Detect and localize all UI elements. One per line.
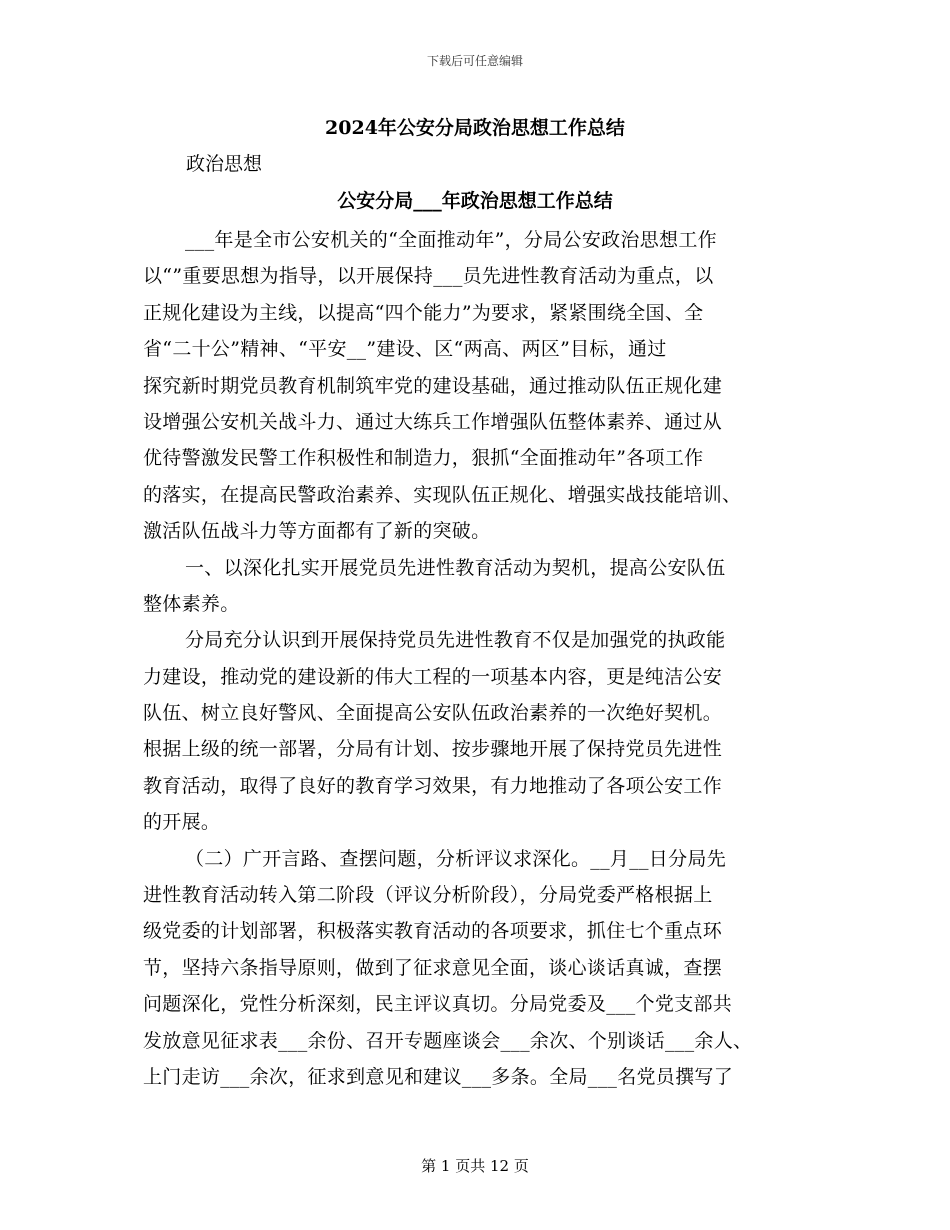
paragraph — [143, 841, 813, 1096]
paragraph-line: 设增强公安机关战斗力、通过大练兵工作增强队伍整体素养、通过从 — [143, 410, 723, 433]
paragraph-line: 探究新时期党员教育机制筑牢党的建设基础，通过推动队伍正规化建 — [143, 374, 723, 397]
paragraph-line: 进性教育活动转入第二阶段（评议分析阶段），分局党委严格根据上 — [143, 884, 713, 907]
paragraph-line: 级党委的计划部署，积极落实教育活动的各项要求，抓住七个重点环 — [143, 920, 723, 943]
paragraph-line: 发放意见征求表___余份、召开专题座谈会___余次、个别谈话___余人、 — [143, 1029, 753, 1052]
paragraph-line: 根据上级的统一部署，分局有计划、按步骤地开展了保持党员先进性 — [143, 738, 723, 761]
paragraph — [143, 550, 813, 623]
paragraph-line: 整体素养。 — [143, 592, 240, 615]
paragraph-line: 上门走访___余次，征求到意见和建议___多条。全局___名党员撰写了 — [143, 1065, 734, 1088]
paragraph-line: 省“二十公”精神、“平安__”建设、区“两高、两区”目标，通过 — [143, 338, 667, 361]
document-title: 2024年公安分局政治思想工作总结 — [325, 117, 625, 139]
document-category: 政治思想 — [186, 153, 263, 175]
paragraph-line: 一、以深化扎实开展党员先进性教育活动为契机，提高公安队伍 — [185, 556, 726, 579]
paragraph-line: 队伍、树立良好警风、全面提高公安队伍政治素养的一次绝好契机。 — [143, 702, 723, 725]
paragraph-line: 正规化建设为主线，以提高“四个能力”为要求，紧紧围绕全国、全 — [143, 301, 704, 324]
paragraph — [143, 222, 813, 550]
page-header-note: 下载后可任意编辑 — [426, 54, 523, 68]
paragraph-line: （二）广开言路、查摆问题，分析评议求深化。__月__日分局先 — [185, 847, 727, 870]
page-number: 第 1 页共 12 页 — [421, 1157, 529, 1175]
paragraph-line: 问题深化，党性分析深刻，民主评议真切。分局党委及___个党支部共 — [143, 993, 733, 1016]
paragraph-line: 力建设，推动党的建设新的伟大工程的一项基本内容，更是纯洁公安 — [143, 665, 723, 688]
paragraph-line: 激活队伍战斗力等方面都有了新的突破。 — [143, 520, 491, 543]
paragraph-line: 节，坚持六条指导原则，做到了征求意见全面，谈心谈话真诚，查摆 — [143, 956, 723, 979]
paragraph-line: 教育活动，取得了良好的教育学习效果，有力地推动了各项公安工作 — [143, 774, 723, 797]
paragraph-line: ___年是全市公安机关的“全面推动年”，分局公安政治思想工作 — [185, 229, 717, 251]
document-subtitle: 公安分局___年政治思想工作总结 — [337, 190, 613, 212]
paragraph-line: 的开展。 — [143, 811, 221, 834]
paragraph-line: 以“”重要思想为指导，以开展保持___员先进性教育活动为重点，以 — [143, 265, 714, 288]
document-body — [143, 222, 813, 1095]
paragraph — [143, 622, 813, 840]
paragraph-line: 分局充分认识到开展保持党员先进性教育不仅是加强党的执政能 — [185, 629, 726, 652]
paragraph-line: 优待警激发民警工作积极性和制造力，狠抓“全面推动年”各项工作 — [143, 447, 704, 470]
paragraph-line: 的落实，在提高民警政治素养、实现队伍正规化、增强实战技能培训、 — [143, 483, 742, 506]
